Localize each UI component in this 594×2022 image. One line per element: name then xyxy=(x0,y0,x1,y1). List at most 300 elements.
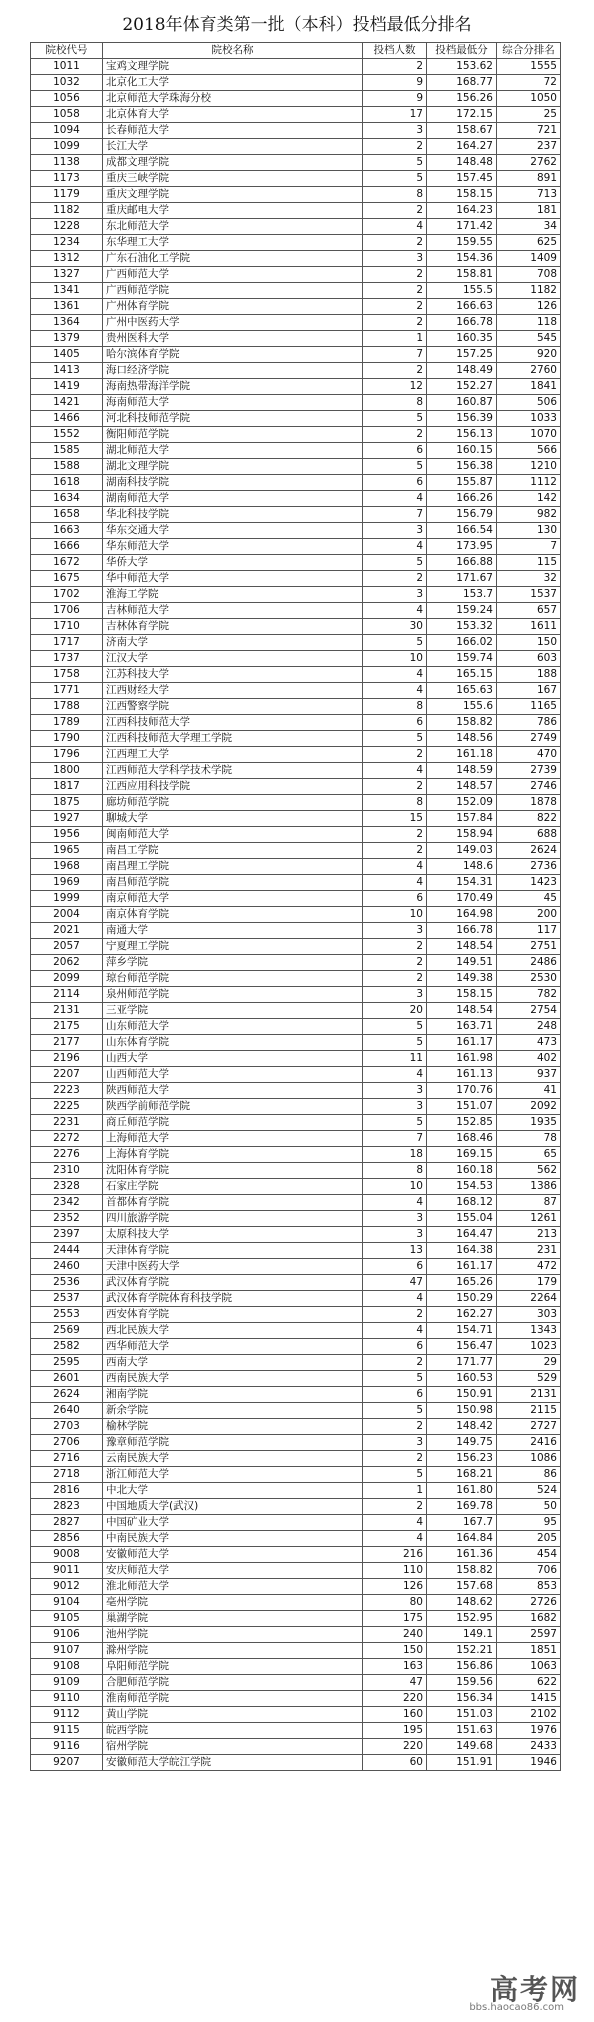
cell-admitted-count: 6 xyxy=(363,891,427,907)
cell-school-name: 豫章师范学院 xyxy=(103,1435,363,1451)
cell-school-code: 1658 xyxy=(31,507,103,523)
cell-min-score: 148.6 xyxy=(427,859,497,875)
cell-min-score: 148.59 xyxy=(427,763,497,779)
cell-school-name: 华中师范大学 xyxy=(103,571,363,587)
cell-min-score: 148.62 xyxy=(427,1595,497,1611)
cell-admitted-count: 195 xyxy=(363,1723,427,1739)
table-row xyxy=(31,1387,561,1403)
cell-min-score: 164.47 xyxy=(427,1227,497,1243)
cell-school-name: 海南热带海洋学院 xyxy=(103,379,363,395)
table-row xyxy=(31,299,561,315)
header-min-score: 投档最低分 xyxy=(427,43,497,59)
cell-admitted-count: 2 xyxy=(363,1419,427,1435)
cell-min-score: 166.26 xyxy=(427,491,497,507)
cell-min-score: 157.25 xyxy=(427,347,497,363)
cell-overall-rank: 179 xyxy=(497,1275,561,1291)
cell-admitted-count: 8 xyxy=(363,1163,427,1179)
table-row xyxy=(31,139,561,155)
cell-school-code: 9115 xyxy=(31,1723,103,1739)
cell-school-name: 华北科技学院 xyxy=(103,507,363,523)
table-row xyxy=(31,1611,561,1627)
cell-overall-rank: 95 xyxy=(497,1515,561,1531)
cell-min-score: 161.13 xyxy=(427,1067,497,1083)
cell-school-name: 江西应用科技学院 xyxy=(103,779,363,795)
cell-min-score: 153.62 xyxy=(427,59,497,75)
cell-school-code: 1361 xyxy=(31,299,103,315)
cell-admitted-count: 30 xyxy=(363,619,427,635)
table-row xyxy=(31,1563,561,1579)
table-row xyxy=(31,1275,561,1291)
cell-admitted-count: 3 xyxy=(363,587,427,603)
cell-school-code: 2175 xyxy=(31,1019,103,1035)
cell-overall-rank: 213 xyxy=(497,1227,561,1243)
cell-admitted-count: 3 xyxy=(363,123,427,139)
cell-admitted-count: 2 xyxy=(363,843,427,859)
table-row xyxy=(31,1195,561,1211)
table-row xyxy=(31,923,561,939)
cell-school-name: 重庆文理学院 xyxy=(103,187,363,203)
cell-school-name: 湘南学院 xyxy=(103,1387,363,1403)
cell-min-score: 156.38 xyxy=(427,459,497,475)
cell-school-code: 9108 xyxy=(31,1659,103,1675)
cell-school-name: 合肥师范学院 xyxy=(103,1675,363,1691)
cell-school-name: 南昌理工学院 xyxy=(103,859,363,875)
cell-min-score: 171.42 xyxy=(427,219,497,235)
cell-school-code: 1789 xyxy=(31,715,103,731)
cell-school-name: 南京师范大学 xyxy=(103,891,363,907)
cell-school-code: 2099 xyxy=(31,971,103,987)
cell-school-code: 2021 xyxy=(31,923,103,939)
cell-overall-rank: 524 xyxy=(497,1483,561,1499)
cell-school-code: 1234 xyxy=(31,235,103,251)
cell-school-code: 9107 xyxy=(31,1643,103,1659)
cell-min-score: 153.32 xyxy=(427,619,497,635)
cell-min-score: 159.56 xyxy=(427,1675,497,1691)
cell-overall-rank: 87 xyxy=(497,1195,561,1211)
cell-overall-rank: 1935 xyxy=(497,1115,561,1131)
cell-school-code: 2537 xyxy=(31,1291,103,1307)
cell-school-name: 榆林学院 xyxy=(103,1419,363,1435)
cell-school-name: 吉林师范大学 xyxy=(103,603,363,619)
cell-min-score: 156.39 xyxy=(427,411,497,427)
cell-admitted-count: 2 xyxy=(363,427,427,443)
cell-overall-rank: 2092 xyxy=(497,1099,561,1115)
cell-min-score: 156.23 xyxy=(427,1451,497,1467)
cell-school-code: 2276 xyxy=(31,1147,103,1163)
cell-school-code: 2823 xyxy=(31,1499,103,1515)
table-row xyxy=(31,619,561,635)
cell-min-score: 148.54 xyxy=(427,1003,497,1019)
cell-admitted-count: 2 xyxy=(363,59,427,75)
cell-overall-rank: 529 xyxy=(497,1371,561,1387)
cell-overall-rank: 2736 xyxy=(497,859,561,875)
cell-overall-rank: 713 xyxy=(497,187,561,203)
cell-school-name: 湖南师范大学 xyxy=(103,491,363,507)
cell-overall-rank: 470 xyxy=(497,747,561,763)
cell-school-code: 9207 xyxy=(31,1755,103,1771)
cell-overall-rank: 2751 xyxy=(497,939,561,955)
cell-admitted-count: 126 xyxy=(363,1579,427,1595)
cell-admitted-count: 2 xyxy=(363,971,427,987)
cell-school-code: 2536 xyxy=(31,1275,103,1291)
cell-overall-rank: 25 xyxy=(497,107,561,123)
cell-school-code: 1419 xyxy=(31,379,103,395)
cell-school-name: 西北民族大学 xyxy=(103,1323,363,1339)
table-row xyxy=(31,155,561,171)
cell-admitted-count: 5 xyxy=(363,411,427,427)
cell-school-name: 宝鸡文理学院 xyxy=(103,59,363,75)
cell-overall-rank: 45 xyxy=(497,891,561,907)
cell-school-code: 2177 xyxy=(31,1035,103,1051)
table-row xyxy=(31,395,561,411)
cell-school-code: 1675 xyxy=(31,571,103,587)
cell-school-code: 2460 xyxy=(31,1259,103,1275)
cell-overall-rank: 86 xyxy=(497,1467,561,1483)
cell-min-score: 165.15 xyxy=(427,667,497,683)
cell-overall-rank: 1063 xyxy=(497,1659,561,1675)
cell-school-code: 1968 xyxy=(31,859,103,875)
table-row xyxy=(31,971,561,987)
cell-overall-rank: 117 xyxy=(497,923,561,939)
cell-min-score: 165.63 xyxy=(427,683,497,699)
cell-school-code: 2328 xyxy=(31,1179,103,1195)
cell-admitted-count: 2 xyxy=(363,571,427,587)
table-row xyxy=(31,779,561,795)
cell-admitted-count: 2 xyxy=(363,779,427,795)
cell-min-score: 166.63 xyxy=(427,299,497,315)
cell-school-code: 1341 xyxy=(31,283,103,299)
cell-overall-rank: 1165 xyxy=(497,699,561,715)
cell-school-name: 河北科技师范学院 xyxy=(103,411,363,427)
cell-school-name: 巢湖学院 xyxy=(103,1611,363,1627)
cell-overall-rank: 150 xyxy=(497,635,561,651)
cell-min-score: 166.78 xyxy=(427,923,497,939)
cell-overall-rank: 891 xyxy=(497,171,561,187)
cell-min-score: 157.68 xyxy=(427,1579,497,1595)
cell-min-score: 158.82 xyxy=(427,715,497,731)
cell-min-score: 149.68 xyxy=(427,1739,497,1755)
cell-school-code: 1588 xyxy=(31,459,103,475)
cell-overall-rank: 566 xyxy=(497,443,561,459)
cell-admitted-count: 1 xyxy=(363,1483,427,1499)
table-header-row xyxy=(31,43,561,59)
cell-school-name: 中北大学 xyxy=(103,1483,363,1499)
cell-min-score: 169.15 xyxy=(427,1147,497,1163)
cell-min-score: 152.95 xyxy=(427,1611,497,1627)
cell-min-score: 160.15 xyxy=(427,443,497,459)
cell-overall-rank: 7 xyxy=(497,539,561,555)
cell-min-score: 152.27 xyxy=(427,379,497,395)
cell-overall-rank: 1878 xyxy=(497,795,561,811)
cell-min-score: 156.86 xyxy=(427,1659,497,1675)
cell-overall-rank: 1210 xyxy=(497,459,561,475)
cell-admitted-count: 220 xyxy=(363,1691,427,1707)
cell-admitted-count: 2 xyxy=(363,267,427,283)
cell-overall-rank: 2102 xyxy=(497,1707,561,1723)
cell-school-name: 广州中医药大学 xyxy=(103,315,363,331)
table-row xyxy=(31,1323,561,1339)
table-row xyxy=(31,507,561,523)
cell-school-name: 哈尔滨体育学院 xyxy=(103,347,363,363)
table-row xyxy=(31,1707,561,1723)
cell-school-code: 1999 xyxy=(31,891,103,907)
cell-admitted-count: 10 xyxy=(363,1179,427,1195)
table-row xyxy=(31,875,561,891)
table-row xyxy=(31,859,561,875)
cell-school-name: 衡阳师范学院 xyxy=(103,427,363,443)
cell-school-name: 山东师范大学 xyxy=(103,1019,363,1035)
cell-overall-rank: 72 xyxy=(497,75,561,91)
cell-overall-rank: 34 xyxy=(497,219,561,235)
cell-overall-rank: 1409 xyxy=(497,251,561,267)
cell-school-code: 1421 xyxy=(31,395,103,411)
cell-overall-rank: 118 xyxy=(497,315,561,331)
cell-school-code: 2231 xyxy=(31,1115,103,1131)
cell-school-name: 南昌师范学院 xyxy=(103,875,363,891)
table-row xyxy=(31,731,561,747)
table-row xyxy=(31,1051,561,1067)
cell-admitted-count: 12 xyxy=(363,379,427,395)
cell-admitted-count: 5 xyxy=(363,555,427,571)
cell-admitted-count: 6 xyxy=(363,475,427,491)
table-row xyxy=(31,555,561,571)
cell-school-name: 南昌工学院 xyxy=(103,843,363,859)
cell-min-score: 154.36 xyxy=(427,251,497,267)
cell-overall-rank: 2727 xyxy=(497,1419,561,1435)
cell-school-code: 1790 xyxy=(31,731,103,747)
cell-overall-rank: 2726 xyxy=(497,1595,561,1611)
cell-admitted-count: 4 xyxy=(363,1195,427,1211)
cell-school-code: 2352 xyxy=(31,1211,103,1227)
cell-min-score: 151.91 xyxy=(427,1755,497,1771)
cell-school-code: 1710 xyxy=(31,619,103,635)
cell-admitted-count: 2 xyxy=(363,827,427,843)
cell-admitted-count: 160 xyxy=(363,1707,427,1723)
cell-school-name: 中国地质大学(武汉) xyxy=(103,1499,363,1515)
cell-overall-rank: 688 xyxy=(497,827,561,843)
cell-min-score: 152.09 xyxy=(427,795,497,811)
cell-min-score: 148.57 xyxy=(427,779,497,795)
header-admitted-count: 投档人数 xyxy=(363,43,427,59)
cell-overall-rank: 920 xyxy=(497,347,561,363)
cell-overall-rank: 2433 xyxy=(497,1739,561,1755)
cell-min-score: 150.29 xyxy=(427,1291,497,1307)
cell-admitted-count: 6 xyxy=(363,1387,427,1403)
cell-overall-rank: 237 xyxy=(497,139,561,155)
table-row xyxy=(31,747,561,763)
cell-school-code: 1800 xyxy=(31,763,103,779)
cell-admitted-count: 4 xyxy=(363,763,427,779)
cell-admitted-count: 5 xyxy=(363,1467,427,1483)
cell-min-score: 160.53 xyxy=(427,1371,497,1387)
cell-overall-rank: 1112 xyxy=(497,475,561,491)
cell-school-code: 9110 xyxy=(31,1691,103,1707)
table-row xyxy=(31,683,561,699)
cell-school-code: 2223 xyxy=(31,1083,103,1099)
cell-admitted-count: 2 xyxy=(363,1355,427,1371)
cell-min-score: 156.47 xyxy=(427,1339,497,1355)
cell-overall-rank: 657 xyxy=(497,603,561,619)
cell-school-name: 长江大学 xyxy=(103,139,363,155)
cell-school-name: 湖北师范大学 xyxy=(103,443,363,459)
cell-school-name: 琼台师范学院 xyxy=(103,971,363,987)
table-row xyxy=(31,1531,561,1547)
table-row xyxy=(31,1595,561,1611)
table-row xyxy=(31,315,561,331)
cell-min-score: 150.98 xyxy=(427,1403,497,1419)
cell-admitted-count: 60 xyxy=(363,1755,427,1771)
cell-school-code: 9012 xyxy=(31,1579,103,1595)
cell-school-code: 1364 xyxy=(31,315,103,331)
cell-overall-rank: 622 xyxy=(497,1675,561,1691)
cell-min-score: 151.03 xyxy=(427,1707,497,1723)
table-row xyxy=(31,91,561,107)
header-overall-rank: 综合分排名 xyxy=(497,43,561,59)
cell-admitted-count: 4 xyxy=(363,1291,427,1307)
cell-school-name: 闽南师范大学 xyxy=(103,827,363,843)
cell-min-score: 172.15 xyxy=(427,107,497,123)
table-row xyxy=(31,1211,561,1227)
table-row xyxy=(31,1243,561,1259)
cell-school-code: 1666 xyxy=(31,539,103,555)
cell-min-score: 161.98 xyxy=(427,1051,497,1067)
cell-admitted-count: 8 xyxy=(363,395,427,411)
watermark-logo: 高考网 xyxy=(489,1973,580,2006)
cell-school-code: 1618 xyxy=(31,475,103,491)
cell-overall-rank: 2624 xyxy=(497,843,561,859)
table-row xyxy=(31,203,561,219)
cell-min-score: 171.67 xyxy=(427,571,497,587)
cell-school-code: 2057 xyxy=(31,939,103,955)
cell-school-name: 阜阳师范学院 xyxy=(103,1659,363,1675)
table-row xyxy=(31,539,561,555)
cell-overall-rank: 1611 xyxy=(497,619,561,635)
cell-school-name: 江西科技师范大学理工学院 xyxy=(103,731,363,747)
cell-school-code: 1228 xyxy=(31,219,103,235)
cell-overall-rank: 2739 xyxy=(497,763,561,779)
cell-min-score: 158.94 xyxy=(427,827,497,843)
cell-min-score: 156.79 xyxy=(427,507,497,523)
cell-min-score: 149.38 xyxy=(427,971,497,987)
cell-school-name: 中南民族大学 xyxy=(103,1531,363,1547)
table-row xyxy=(31,1163,561,1179)
cell-school-name: 宿州学院 xyxy=(103,1739,363,1755)
table-row xyxy=(31,1419,561,1435)
table-row xyxy=(31,1099,561,1115)
cell-school-code: 2856 xyxy=(31,1531,103,1547)
cell-min-score: 148.54 xyxy=(427,939,497,955)
table-row xyxy=(31,75,561,91)
cell-admitted-count: 7 xyxy=(363,1131,427,1147)
cell-min-score: 155.5 xyxy=(427,283,497,299)
cell-admitted-count: 4 xyxy=(363,491,427,507)
cell-school-code: 1965 xyxy=(31,843,103,859)
cell-school-code: 1737 xyxy=(31,651,103,667)
cell-admitted-count: 9 xyxy=(363,91,427,107)
table-row xyxy=(31,1371,561,1387)
cell-school-name: 浙江师范大学 xyxy=(103,1467,363,1483)
cell-overall-rank: 1070 xyxy=(497,427,561,443)
table-row xyxy=(31,1179,561,1195)
cell-admitted-count: 220 xyxy=(363,1739,427,1755)
table-row xyxy=(31,171,561,187)
cell-school-code: 2718 xyxy=(31,1467,103,1483)
cell-school-name: 江西理工大学 xyxy=(103,747,363,763)
cell-admitted-count: 8 xyxy=(363,187,427,203)
cell-overall-rank: 562 xyxy=(497,1163,561,1179)
cell-overall-rank: 2760 xyxy=(497,363,561,379)
cell-admitted-count: 5 xyxy=(363,635,427,651)
table-body xyxy=(31,59,561,1771)
cell-admitted-count: 17 xyxy=(363,107,427,123)
cell-overall-rank: 454 xyxy=(497,1547,561,1563)
cell-school-code: 1056 xyxy=(31,91,103,107)
table-row xyxy=(31,491,561,507)
cell-overall-rank: 1086 xyxy=(497,1451,561,1467)
cell-school-name: 萍乡学院 xyxy=(103,955,363,971)
cell-admitted-count: 2 xyxy=(363,315,427,331)
cell-school-code: 1466 xyxy=(31,411,103,427)
cell-admitted-count: 4 xyxy=(363,219,427,235)
cell-overall-rank: 506 xyxy=(497,395,561,411)
cell-min-score: 152.85 xyxy=(427,1115,497,1131)
cell-min-score: 170.49 xyxy=(427,891,497,907)
cell-admitted-count: 2 xyxy=(363,203,427,219)
table-row xyxy=(31,1259,561,1275)
table-row xyxy=(31,59,561,75)
cell-min-score: 148.42 xyxy=(427,1419,497,1435)
cell-min-score: 148.49 xyxy=(427,363,497,379)
cell-overall-rank: 822 xyxy=(497,811,561,827)
cell-school-name: 黄山学院 xyxy=(103,1707,363,1723)
cell-min-score: 164.38 xyxy=(427,1243,497,1259)
header-school-code: 院校代号 xyxy=(31,43,103,59)
cell-school-name: 亳州学院 xyxy=(103,1595,363,1611)
table-row xyxy=(31,1003,561,1019)
cell-min-score: 161.17 xyxy=(427,1259,497,1275)
cell-school-name: 聊城大学 xyxy=(103,811,363,827)
cell-school-name: 广东石油化工学院 xyxy=(103,251,363,267)
cell-school-name: 贵州医科大学 xyxy=(103,331,363,347)
cell-overall-rank: 1555 xyxy=(497,59,561,75)
cell-overall-rank: 472 xyxy=(497,1259,561,1275)
cell-min-score: 162.27 xyxy=(427,1307,497,1323)
cell-min-score: 153.7 xyxy=(427,587,497,603)
cell-overall-rank: 625 xyxy=(497,235,561,251)
cell-admitted-count: 47 xyxy=(363,1675,427,1691)
cell-min-score: 159.55 xyxy=(427,235,497,251)
cell-admitted-count: 150 xyxy=(363,1643,427,1659)
cell-min-score: 164.27 xyxy=(427,139,497,155)
table-row xyxy=(31,1547,561,1563)
cell-admitted-count: 2 xyxy=(363,363,427,379)
cell-school-name: 华侨大学 xyxy=(103,555,363,571)
table-row xyxy=(31,283,561,299)
cell-school-code: 9011 xyxy=(31,1563,103,1579)
cell-school-name: 江苏科技大学 xyxy=(103,667,363,683)
cell-min-score: 164.98 xyxy=(427,907,497,923)
table-row xyxy=(31,603,561,619)
table-row xyxy=(31,1403,561,1419)
cell-school-code: 2601 xyxy=(31,1371,103,1387)
cell-admitted-count: 4 xyxy=(363,603,427,619)
cell-min-score: 159.74 xyxy=(427,651,497,667)
table-row xyxy=(31,1675,561,1691)
table-row xyxy=(31,1515,561,1531)
table-row xyxy=(31,251,561,267)
cell-admitted-count: 2 xyxy=(363,299,427,315)
cell-admitted-count: 20 xyxy=(363,1003,427,1019)
